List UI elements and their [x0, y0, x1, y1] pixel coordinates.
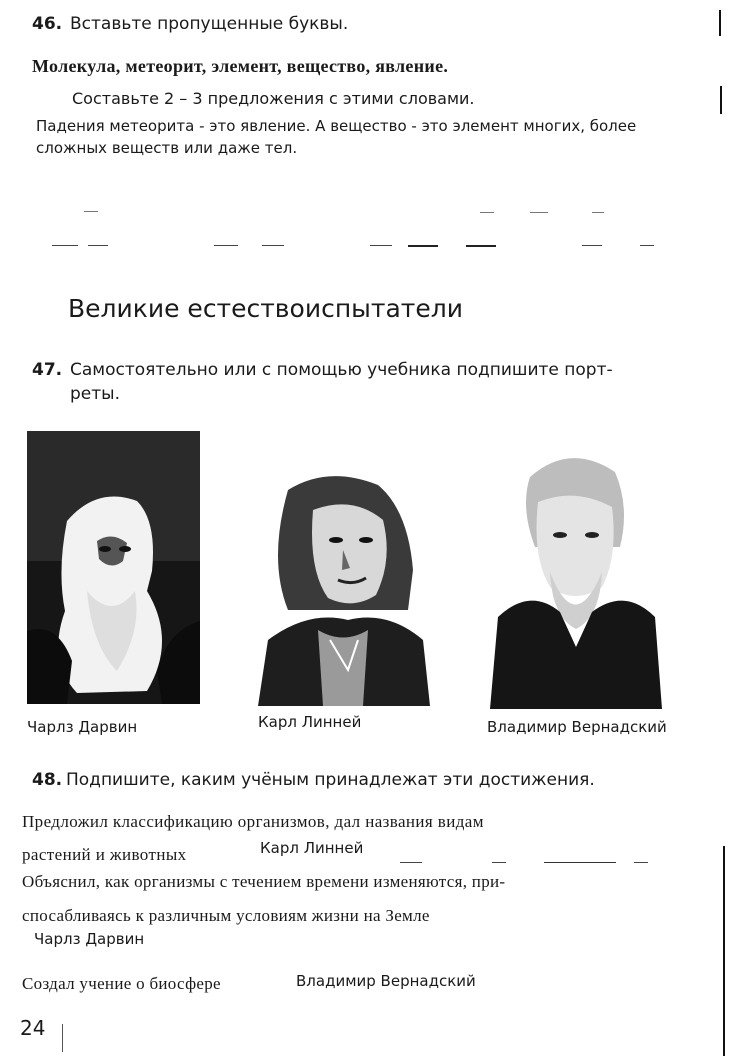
portrait-caption-darwin: Чарлз Дарвин: [27, 718, 138, 736]
writing-line-mark: [582, 245, 602, 246]
writing-line-mark: [408, 245, 438, 247]
portrait-linnaeus-image: [258, 470, 430, 706]
writing-line-mark: [466, 245, 496, 247]
section-title: Великие естествоиспытатели: [68, 294, 463, 323]
exercise-46-answer-line-2: сложных веществ или даже тел.: [36, 139, 298, 157]
exercise-48-number: 48.: [32, 770, 63, 790]
writing-line-mark: [214, 245, 238, 246]
exercise-46-number: 46.: [32, 14, 63, 34]
exercise-48-task: Подпишите, каким учёным принадлежат эти достижения.: [66, 770, 595, 790]
writing-line-mark: [640, 245, 654, 246]
answer-line-mark: [492, 862, 506, 863]
scan-edge-mark: [62, 1024, 63, 1052]
exercise-47-number: 47.: [32, 360, 63, 380]
exercise-46-answer-line-1: Падения метеорита - это явление. А вещество - это элемент многих, более: [36, 117, 637, 135]
portrait-vernadsky-image: [490, 447, 662, 709]
writing-line-mark: [370, 245, 392, 246]
exercise-46-words: Молекула, метеорит, элемент, вещество, явление.: [32, 56, 449, 76]
writing-line-mark: [88, 245, 108, 246]
writing-line-mark: [480, 212, 494, 213]
portrait-darwin-image: [27, 431, 200, 704]
scan-edge-mark: [723, 846, 725, 1056]
exercise-48-item-2-line-2: спосабливаясь к различным условиям жизни на Земле: [22, 906, 430, 925]
exercise-47-task-line-1: Самостоятельно или с помощью учебника подпишите порт-: [70, 360, 613, 380]
page-number: 24: [20, 1016, 46, 1040]
portrait-caption-vernadsky: Владимир Вернадский: [487, 718, 667, 736]
scan-edge-mark: [719, 10, 721, 36]
exercise-47-task-line-2: реты.: [70, 384, 120, 404]
exercise-46-subtask: Составьте 2 – 3 предложения с этими словами.: [72, 89, 475, 108]
exercise-46-task: Вставьте пропущенные буквы.: [70, 14, 349, 34]
portrait-caption-linnaeus: Карл Линней: [258, 713, 362, 731]
exercise-48-item-2-answer: Чарлз Дарвин: [34, 930, 145, 948]
writing-line-mark: [262, 245, 284, 246]
writing-line-mark: [52, 245, 78, 246]
writing-line-mark: [530, 212, 548, 213]
writing-line-mark: [592, 212, 604, 213]
exercise-48-item-1-answer: Карл Линней: [260, 839, 364, 857]
scan-edge-mark: [720, 86, 722, 114]
answer-line-mark: [544, 862, 616, 863]
writing-line-mark: [84, 211, 98, 212]
answer-line-mark: [634, 862, 648, 863]
exercise-48-item-1-line-1: Предложил классификацию организмов, дал названия видам: [22, 812, 484, 831]
exercise-48-item-3-answer: Владимир Вернадский: [296, 972, 476, 990]
exercise-48-item-1-line-2: растений и животных: [22, 845, 187, 864]
exercise-48-item-2-line-1: Объяснил, как организмы с течением времени изменяются, при-: [22, 872, 506, 891]
exercise-48-item-3-line-1: Создал учение о биосфере: [22, 974, 221, 993]
answer-line-mark: [400, 862, 422, 863]
